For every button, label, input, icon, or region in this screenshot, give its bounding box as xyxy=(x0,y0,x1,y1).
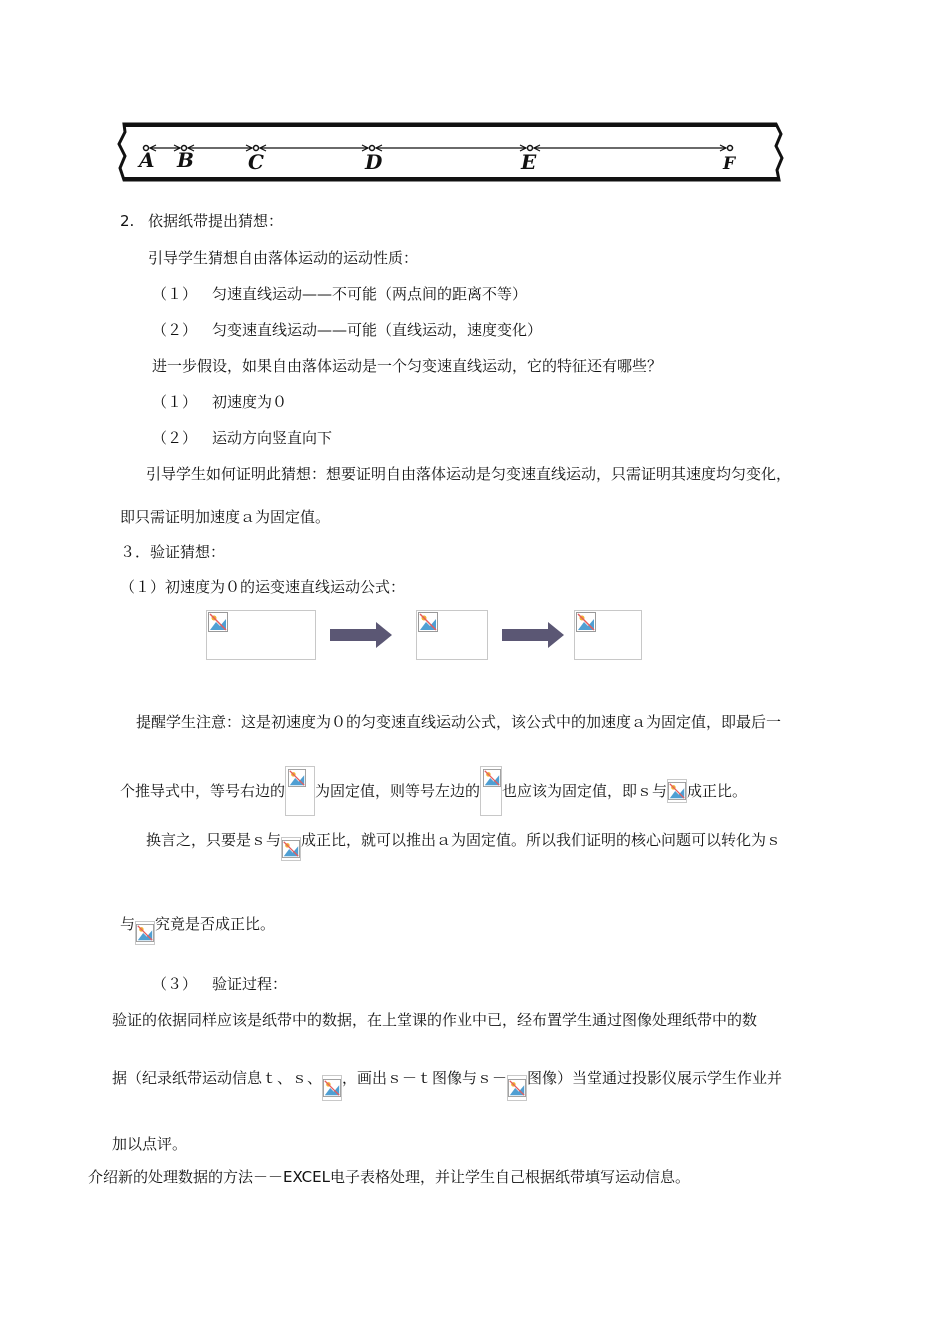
formula-caption: （１）初速度为０的运变速直线运动公式： xyxy=(120,578,406,596)
tape-label-b: B xyxy=(177,148,194,172)
arrow-right-icon xyxy=(502,622,564,648)
feature-1-num: （１） xyxy=(152,393,198,411)
verify-process-heading: 验证过程： xyxy=(212,975,288,993)
excel-method-line: 介绍新的处理数据的方法－－EXCEL电子表格处理，并让学生自己根据纸带填写运动信息。 xyxy=(88,1168,690,1186)
tape-point-f xyxy=(728,146,733,151)
inline-formula-image xyxy=(480,766,502,816)
inother-line2 xyxy=(120,914,275,945)
tape-label-d: D xyxy=(365,150,383,174)
inother-text-b: 成正比，就可以推出ａ为固定值。所以我们证明的核心问题可以转化为ｓ xyxy=(301,831,782,849)
ticker-tape-diagram xyxy=(116,118,786,186)
feature-2-num: （２） xyxy=(152,429,198,447)
broken-image-icon xyxy=(323,1079,341,1097)
feature-2: 运动方向竖直向下 xyxy=(212,429,333,447)
verify-text-c: 图像）当堂通过投影仪展示学生作业并 xyxy=(527,1069,783,1087)
verify-text-b: ，画出ｓ－ｔ图像与ｓ－ xyxy=(342,1069,508,1087)
tape-label-f: F xyxy=(723,154,736,174)
broken-image-icon xyxy=(418,612,438,632)
remind-text-c: 也应该为固定值，即ｓ与 xyxy=(502,782,668,800)
tape-label-a: A xyxy=(139,148,155,172)
hypothesis-1: 匀速直线运动——不可能（两点间的距离不等） xyxy=(212,285,528,303)
inline-formula-image xyxy=(285,766,315,816)
section3-heading: ３．验证猜想： xyxy=(120,543,226,561)
formula-image-2 xyxy=(416,610,488,660)
remind-text-d: 成正比。 xyxy=(687,782,748,800)
formula-image-1 xyxy=(206,610,316,660)
guide-paragraph-line2: 即只需证明加速度ａ为固定值。 xyxy=(120,508,331,526)
inother2-text-a: 与 xyxy=(120,915,136,933)
inother-line1 xyxy=(146,830,781,861)
verify-line3: 加以点评。 xyxy=(112,1135,188,1153)
inline-formula-image xyxy=(322,1075,342,1101)
verify-line1: 验证的依据同样应该是纸带中的数据，在上堂课的作业中已，经布置学生通过图像处理纸带中的数 xyxy=(112,1011,758,1029)
section2-number: 2. xyxy=(120,212,135,230)
hypothesis-2-num: （２） xyxy=(152,321,198,339)
section2-heading: 依据纸带提出猜想： xyxy=(148,212,284,230)
inother-text-a: 换言之，只要是ｓ与 xyxy=(146,831,282,849)
broken-image-icon xyxy=(136,924,154,942)
formula-image-3 xyxy=(574,610,642,660)
verify-process-num: （３） xyxy=(152,975,198,993)
tape-label-c: C xyxy=(248,150,264,174)
tape-label-e: E xyxy=(521,150,537,174)
verify-line2 xyxy=(112,1068,782,1101)
broken-image-icon xyxy=(288,769,306,787)
broken-image-icon xyxy=(282,840,300,858)
broken-image-icon xyxy=(508,1079,526,1097)
inline-formula-image xyxy=(507,1075,527,1101)
ticker-tape-figure xyxy=(116,118,786,186)
further-assumption: 进一步假设，如果自由落体运动是一个匀变速直线运动，它的特征还有哪些？ xyxy=(152,357,663,375)
inline-formula-image xyxy=(667,779,687,803)
section2-intro: 引导学生猜想自由落体运动的运动性质： xyxy=(148,249,419,267)
verify-text-a: 据（纪录纸带运动信息ｔ、ｓ、 xyxy=(112,1069,323,1087)
inother2-text-b: 究竟是否成正比。 xyxy=(155,915,276,933)
guide-paragraph-line1: 引导学生如何证明此猜想：想要证明自由落体运动是匀变速直线运动，只需证明其速度均匀变化， xyxy=(146,465,792,483)
hypothesis-1-num: （１） xyxy=(152,285,198,303)
broken-image-icon xyxy=(576,612,596,632)
remind-text-b: 为固定值，则等号左边的 xyxy=(315,782,481,800)
hypothesis-2: 匀变速直线运动——可能（直线运动，速度变化） xyxy=(212,321,543,339)
broken-image-icon xyxy=(208,612,228,632)
broken-image-icon xyxy=(483,769,501,787)
inline-formula-image xyxy=(135,921,155,945)
remind-line1: 提醒学生注意：这是初速度为０的匀变速直线运动公式，该公式中的加速度ａ为固定值，即最后一 xyxy=(136,713,782,731)
remind-line2 xyxy=(120,766,747,816)
broken-image-icon xyxy=(668,782,686,800)
arrow-right-icon xyxy=(330,622,392,648)
feature-1: 初速度为０ xyxy=(212,393,288,411)
remind-text-a: 个推导式中，等号右边的 xyxy=(120,782,286,800)
inline-formula-image xyxy=(281,837,301,861)
